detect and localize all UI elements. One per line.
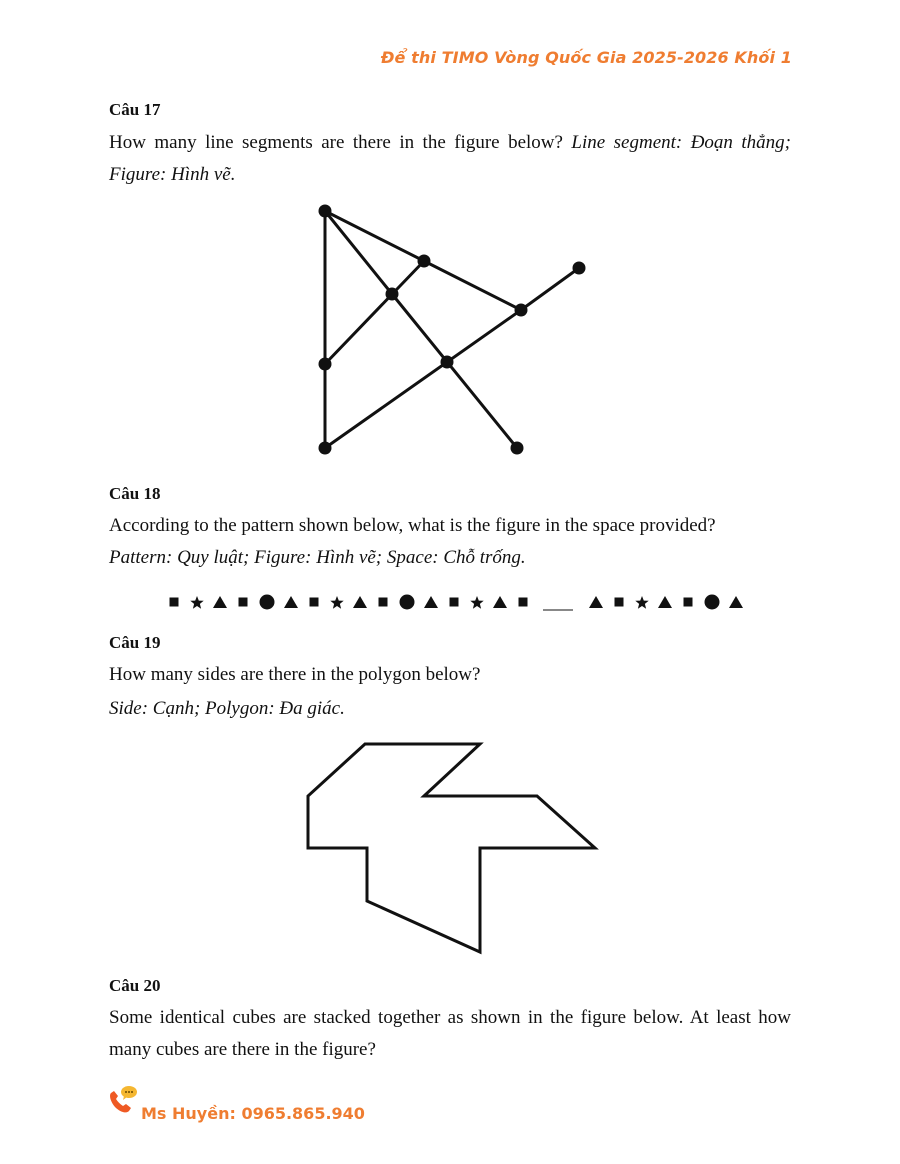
question-18-text: According to the pattern shown below, what is the figure in the space provided? [109,515,716,536]
polygon-figure [308,744,595,952]
graph-vertex [386,288,399,301]
pattern-star [330,596,343,609]
graph-edge [424,261,521,310]
pattern-circle [705,595,720,610]
pattern-circle [400,595,415,610]
shape-pattern-sequence [0,590,900,614]
question-20-text: Some identical cubes are stacked together as shown in the figure below. At least how many cubes are there in the figure? [109,1007,791,1060]
pattern-square [379,598,388,607]
pattern-triangle [424,596,438,608]
pattern-circle [260,595,275,610]
graph-edge [325,261,424,364]
question-17-text [109,127,791,191]
graph-vertices [319,205,586,455]
question-19-gloss: Side: Cạnh; Polygon: Đa giác. [109,698,345,719]
pattern-star [470,596,483,609]
pattern-triangle [284,596,298,608]
graph-vertex [441,356,454,369]
pattern-triangle [213,596,227,608]
pattern-square [684,598,693,607]
pattern-triangle [658,596,672,608]
question-19-text: How many sides are there in the polygon below? [109,664,481,685]
graph-vertex [319,205,332,218]
graph-edges [325,211,579,448]
pattern-star [635,596,648,609]
graph-edge [521,268,579,310]
pattern-triangle [493,596,507,608]
question-17-title: Câu 17 [109,100,161,119]
question-17-prompt: How many line segments are there in the figure below? [109,132,572,153]
pattern-triangle [353,596,367,608]
pattern-square [310,598,319,607]
graph-vertex [573,262,586,275]
pattern-square [239,598,248,607]
graph-vertex [319,442,332,455]
graph-vertex [319,358,332,371]
graph-vertex [511,442,524,455]
question-18-gloss: Pattern: Quy luật; Figure: Hình vẽ; Space: Chỗ trống. [109,547,526,568]
pattern-triangle [729,596,743,608]
pattern-square [170,598,179,607]
footer-contact-text: Ms Huyền: 0965.865.940 [141,1104,365,1123]
question-20-title: Câu 20 [109,976,161,995]
question-17-gloss: Line segment: Đoạn thẳng; Figure: Hình vẽ. [109,132,791,185]
pattern-square [615,598,624,607]
footer-contact [107,1085,365,1123]
graph-vertex [418,255,431,268]
page-header-title: Để thi TIMO Vòng Quốc Gia 2025-2026 Khối 1 [380,48,792,67]
graph-edge [325,211,424,261]
pattern-square [450,598,459,607]
graph-vertex [515,304,528,317]
phone-chat-icon [107,1085,139,1120]
question-18-title: Câu 18 [109,484,161,503]
graph-edge [325,211,392,294]
question-19-title: Câu 19 [109,633,161,652]
pattern-triangle [589,596,603,608]
pattern-star [190,596,203,609]
graph-edge [325,310,521,448]
pattern-square [519,598,528,607]
graph-edge [392,294,517,448]
